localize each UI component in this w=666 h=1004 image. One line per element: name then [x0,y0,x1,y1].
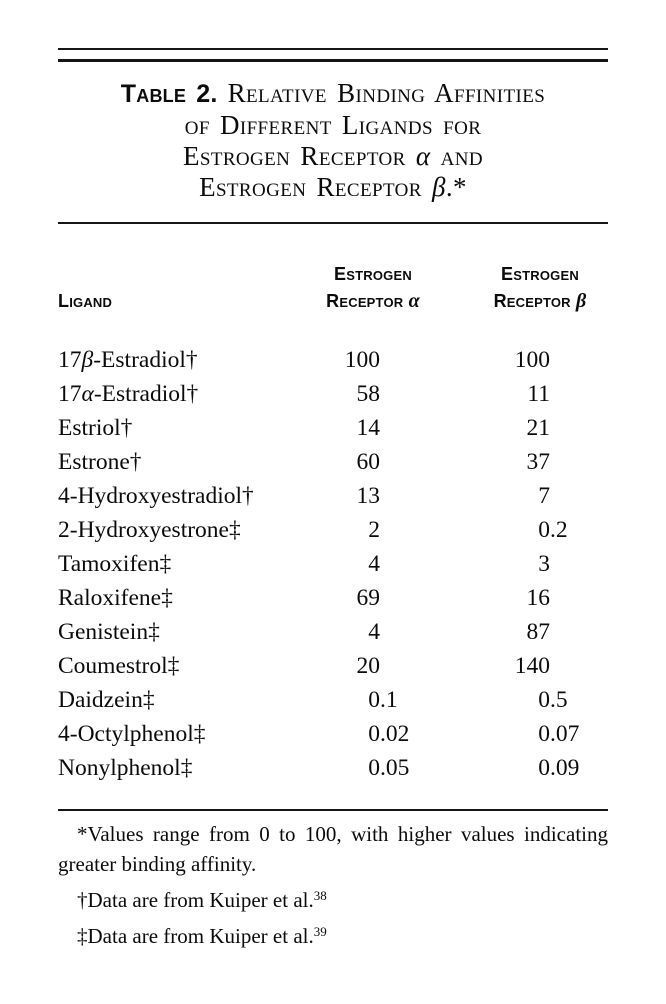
er-beta-cell: 7 [538,482,550,509]
er-alpha-cell: 0 .05 [368,754,410,781]
title-line-3-text: Estrogen Receptor [182,141,406,171]
ligand-cell: 17α-Estradiol† [58,380,199,407]
table-row [58,343,608,377]
footnote-asterisk: *Values range from 0 to 100, with higher values indicating greater binding affinity. [58,822,608,876]
title-line-3 [58,141,608,172]
table-header-row [58,261,608,315]
ligand-cell: Nonylphenol‡ [58,754,193,781]
table-row [58,411,608,445]
bottom-rule [58,809,608,811]
reference-38: 38 [313,888,327,903]
ligand-cell: Estrone† [58,448,142,475]
er-alpha-header-line-1: Estrogen [334,264,412,284]
footnote-dagger [58,885,608,915]
ligand-cell: 4-Hydroxyestradiol† [58,482,254,509]
er-alpha-header-line-2 [288,288,458,315]
er-beta-header-line-1: Estrogen [501,264,579,284]
er-beta-cell: 21 [526,414,550,441]
alpha-symbol: α [408,290,420,312]
column-header-er-alpha [288,261,458,315]
title-line-4-text: Estrogen Receptor [199,172,422,202]
er-alpha-cell: 100 [344,346,380,373]
er-beta-cell: 87 [526,618,550,645]
ligand-cell: Tamoxifen‡ [58,550,172,577]
top-double-rule-line-1 [58,48,608,50]
beta-symbol: β [432,172,446,202]
er-alpha-cell: 2 [368,516,380,543]
er-beta-cell: 16 [526,584,550,611]
footnote-dagger-text: †Data are from Kuiper et al. [77,888,314,912]
header-top-rule [58,222,608,224]
table-row [58,581,608,615]
title-line-2: of Different Ligands for [184,110,482,140]
title-line-1 [58,78,608,110]
er-alpha-cell: 20 [356,652,380,679]
ligand-cell: Estriol† [58,414,133,441]
er-alpha-cell: 58 [356,380,380,407]
table-row [58,513,608,547]
ligand-cell: Raloxifene‡ [58,584,173,611]
er-beta-cell: 0 .07 [538,720,580,747]
er-alpha-cell: 4 [368,618,380,645]
ligand-cell: Coumestrol‡ [58,652,180,679]
table-row [58,751,608,785]
er-beta-receptor-text: Receptor [493,291,571,311]
er-beta-cell: 0 .5 [538,686,568,713]
er-beta-cell: 0 .2 [538,516,568,543]
er-alpha-cell: 0 .02 [368,720,410,747]
er-alpha-cell: 60 [356,448,380,475]
reference-39: 39 [313,924,327,939]
er-beta-cell: 100 [514,346,550,373]
er-beta-cell: 37 [526,448,550,475]
er-beta-cell: 3 [538,550,550,577]
table-row [58,479,608,513]
er-alpha-cell: 14 [356,414,380,441]
ligand-cell: 17β-Estradiol† [58,346,198,373]
er-beta-cell: 0 .09 [538,754,580,781]
table-row [58,649,608,683]
er-beta-cell: 11 [527,380,550,407]
beta-symbol: β [575,290,587,312]
top-double-rule-line-2 [58,59,608,62]
ligand-cell: 4-Octylphenol‡ [58,720,206,747]
title-line-4 [58,172,608,203]
er-beta-header-line-2 [472,288,608,315]
footnote-double-dagger-text: ‡Data are from Kuiper et al. [77,924,314,948]
ligand-cell: 2-Hydroxyestrone‡ [58,516,241,543]
table-row [58,445,608,479]
er-alpha-receptor-text: Receptor [326,291,404,311]
column-header-er-beta [458,261,608,315]
footnote-double-dagger [58,921,608,951]
er-alpha-cell: 4 [368,550,380,577]
title-line-3-tail: and [440,141,484,171]
er-beta-cell: 140 [514,652,550,679]
table-row [58,377,608,411]
title-line-4-tail: .* [445,172,467,202]
er-alpha-cell: 0 .1 [368,686,398,713]
ligand-cell: Daidzein‡ [58,686,155,713]
table-row [58,717,608,751]
table-body [58,343,608,785]
alpha-symbol: α [415,141,431,171]
ligand-cell: Genistein‡ [58,618,160,645]
er-alpha-cell: 13 [356,482,380,509]
table-row [58,615,608,649]
table-row [58,547,608,581]
footnotes [58,819,608,951]
table-number-label: Table 2. [120,80,218,108]
table-title [58,78,608,203]
column-header-ligand: Ligand [58,291,113,311]
title-line-1-text: Relative Binding Affinities [227,78,546,108]
er-alpha-cell: 69 [356,584,380,611]
table-row [58,683,608,717]
